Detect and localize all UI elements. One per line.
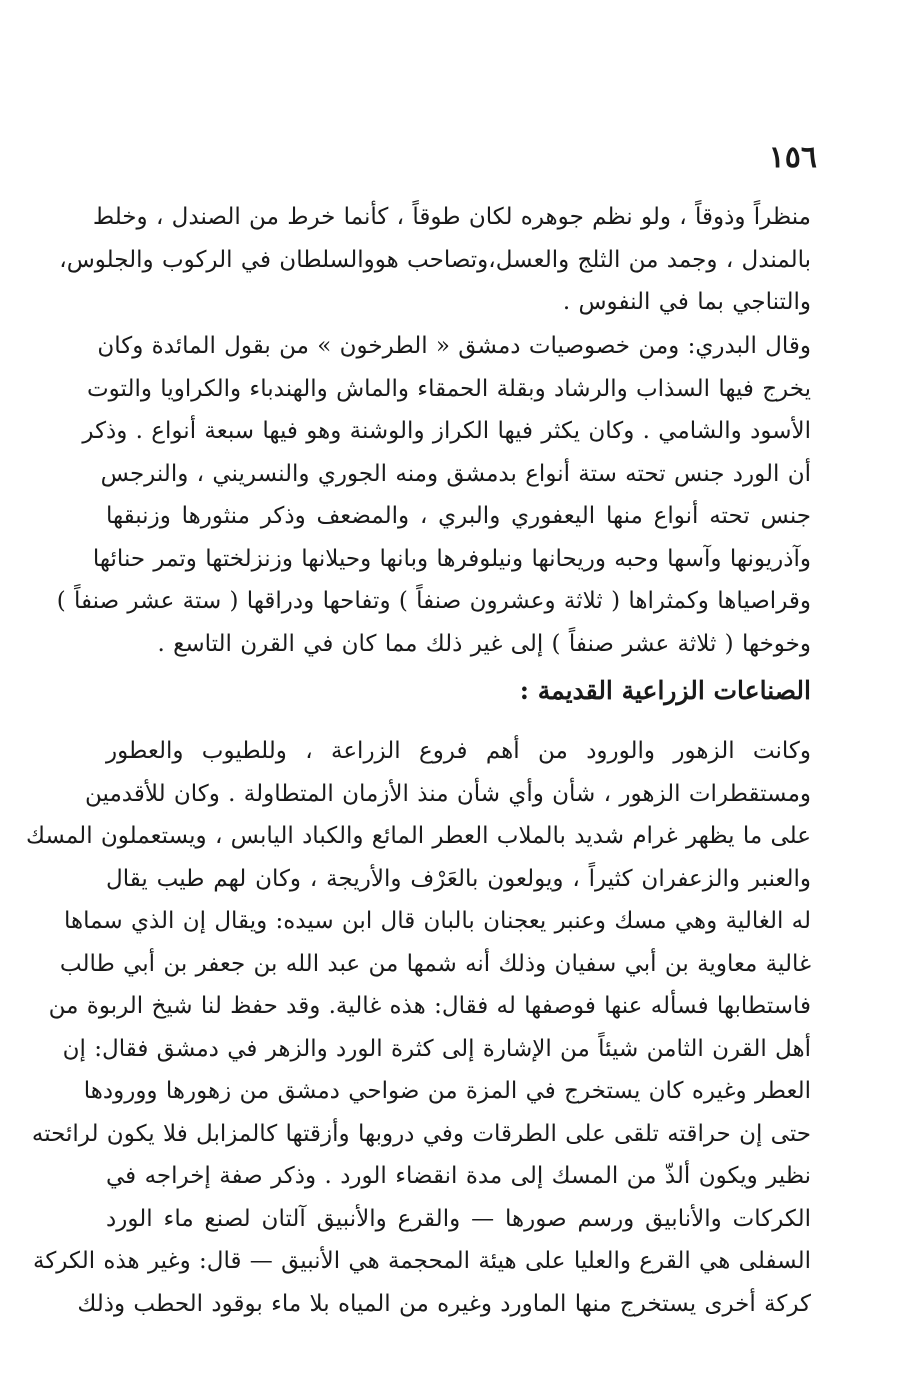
text-line: غالية معاوية بن أبي سفيان وذلك أنه شمها من عبد الله بن جعفر بن أبي طالب: [59, 950, 811, 977]
text-line: السفلى هي القرع والعليا على هيئة المحجمة هي الأنبيق — قال: وغير هذه الكركة: [33, 1248, 811, 1274]
text-line: وقال البدري: ومن خصوصيات دمشق « الطرخون » من بقول المائدة وكان: [97, 333, 811, 359]
text-line: على ما يظهر غرام شديد بالملاب العطر المائع والكباد اليابس ، ويستعملون المسك: [25, 823, 811, 849]
text-line: وخوخها ( ثلاثة عشر صنفاً ) إلى غير ذلك مما كان في القرن التاسع .: [157, 630, 811, 657]
page-number: ١٥٦: [768, 140, 817, 175]
text-line: وآذريونها وآسها وحبه وريحانها ونيلوفرها وبانها وحيلانها وزنزلختها وتمر حنائها: [92, 545, 811, 572]
text-line: بالمندل ، وجمد من الثلج والعسل،وتصاحب هووالسلطان في الركوب والجلوس،: [59, 246, 811, 273]
paragraph-continuation: [59, 196, 811, 324]
text-line: ومستقطرات الزهور ، شأن وأي شأن منذ الأزمان المتطاولة . وكان للأقدمين: [85, 780, 811, 807]
text-line: الأسود والشامي . وكان يكثر فيها الكراز والوشنة وهو فيها سبعة أنواع . وذكر: [82, 418, 811, 444]
text-line: له الغالية وهي مسك وعنبر يعجنان بالبان قال ابن سيده: ويقال إن الذي سماها: [63, 908, 811, 934]
paragraph-flowers: [25, 730, 811, 1325]
text-line: نظير ويكون ألذّ من المسك إلى مدة انقضاء الورد . وذكر صفة إخراجه في: [106, 1163, 811, 1189]
paragraph-badri: [56, 325, 811, 665]
text-line: أهل القرن الثامن شيئاً من الإشارة إلى كثرة الورد والزهر في دمشق فقال: إن: [62, 1035, 811, 1062]
text-line: منظراً وذوقاً ، ولو نظم جوهره لكان طوقاً ، كأنما خرط من الصندل ، وخلط: [92, 204, 811, 230]
text-line: جنس تحته أنواع منها اليعفوري والبري ، والمضعف وذكر منثورها وزنبقها: [106, 503, 811, 529]
text-line: والعنبر والزعفران كثيراً ، ويولعون بالعَرْف والأريجة ، وكان لهم طيب يقال: [106, 865, 811, 892]
text-line: يخرج فيها السذاب والرشاد وبقلة الحمقاء والماش والهندباء والكراويا والتوت: [87, 375, 811, 402]
text-line: العطر وغيره كان يستخرج في المزة من ضواحي دمشق من زهورها وورودها: [83, 1078, 811, 1104]
text-line: والتناجي بما في النفوس .: [562, 289, 811, 315]
text-line: فاستطابها فسأله عنها فوصفها له فقال: هذه غالية. وقد حفظ لنا شيخ الربوة من: [48, 993, 811, 1019]
text-line: حتى إن حراقته تلقى على الطرقات وفي دروبها وأزقتها كالمزابل فلا يكون لرائحته: [31, 1120, 811, 1147]
section-heading: الصناعات الزراعية القديمة :: [519, 676, 811, 705]
text-line: وكانت الزهور والورود من أهم فروع الزراعة ، وللطيوب والعطور: [106, 738, 811, 764]
text-line: الكركات والأنابيق ورسم صورها — والقرع والأنبيق آلتان لصنع ماء الورد: [106, 1205, 811, 1232]
text-line: أن الورد جنس تحته ستة أنواع بدمشق ومنه الجوري والنسريني ، والنرجس: [100, 460, 811, 487]
text-line: كركة أخرى يستخرج منها الماورد وغيره من المياه بلا ماء بوقود الحطب وذلك: [77, 1290, 811, 1317]
text-line: وقراصياها وكمثراها ( ثلاثة وعشرون صنفاً ) وتفاحها ودراقها ( ستة عشر صنفاً ): [56, 588, 811, 614]
